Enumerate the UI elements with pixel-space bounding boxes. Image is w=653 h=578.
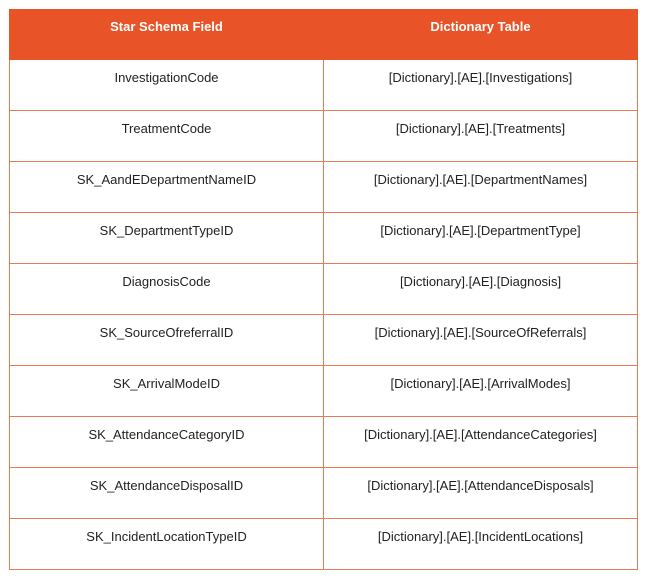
table-row <box>10 162 638 213</box>
dictionary-table-cell: [Dictionary].[AE].[Investigations] <box>324 60 638 111</box>
field-mapping-table <box>9 9 638 570</box>
table-row <box>10 315 638 366</box>
dictionary-table-cell: [Dictionary].[AE].[Diagnosis] <box>324 264 638 315</box>
dictionary-table-cell: [Dictionary].[AE].[IncidentLocations] <box>324 519 638 570</box>
header-row <box>10 10 638 60</box>
star-schema-field-cell: SK_IncidentLocationTypeID <box>10 519 324 570</box>
dictionary-table-cell: [Dictionary].[AE].[AttendanceCategories] <box>324 417 638 468</box>
star-schema-field-cell: SK_DepartmentTypeID <box>10 213 324 264</box>
star-schema-field-cell: TreatmentCode <box>10 111 324 162</box>
star-schema-field-cell: SK_SourceOfreferralID <box>10 315 324 366</box>
table-row <box>10 264 638 315</box>
table-row <box>10 417 638 468</box>
dictionary-table-cell: [Dictionary].[AE].[AttendanceDisposals] <box>324 468 638 519</box>
star-schema-field-cell: SK_AandEDepartmentNameID <box>10 162 324 213</box>
header-dictionary-table: Dictionary Table <box>324 10 638 60</box>
table-body <box>10 60 638 570</box>
star-schema-field-cell: InvestigationCode <box>10 60 324 111</box>
star-schema-field-cell: SK_AttendanceDisposalID <box>10 468 324 519</box>
dictionary-table-cell: [Dictionary].[AE].[Treatments] <box>324 111 638 162</box>
star-schema-field-cell: SK_ArrivalModeID <box>10 366 324 417</box>
table-row <box>10 213 638 264</box>
table-row <box>10 111 638 162</box>
dictionary-table-cell: [Dictionary].[AE].[ArrivalModes] <box>324 366 638 417</box>
dictionary-table-cell: [Dictionary].[AE].[SourceOfReferrals] <box>324 315 638 366</box>
dictionary-table-cell: [Dictionary].[AE].[DepartmentType] <box>324 213 638 264</box>
table-row <box>10 519 638 570</box>
star-schema-field-cell: SK_AttendanceCategoryID <box>10 417 324 468</box>
table-row <box>10 468 638 519</box>
dictionary-table-cell: [Dictionary].[AE].[DepartmentNames] <box>324 162 638 213</box>
table-row <box>10 60 638 111</box>
header-star-schema-field: Star Schema Field <box>10 10 324 60</box>
table-row <box>10 366 638 417</box>
star-schema-field-cell: DiagnosisCode <box>10 264 324 315</box>
table-header <box>10 10 638 60</box>
